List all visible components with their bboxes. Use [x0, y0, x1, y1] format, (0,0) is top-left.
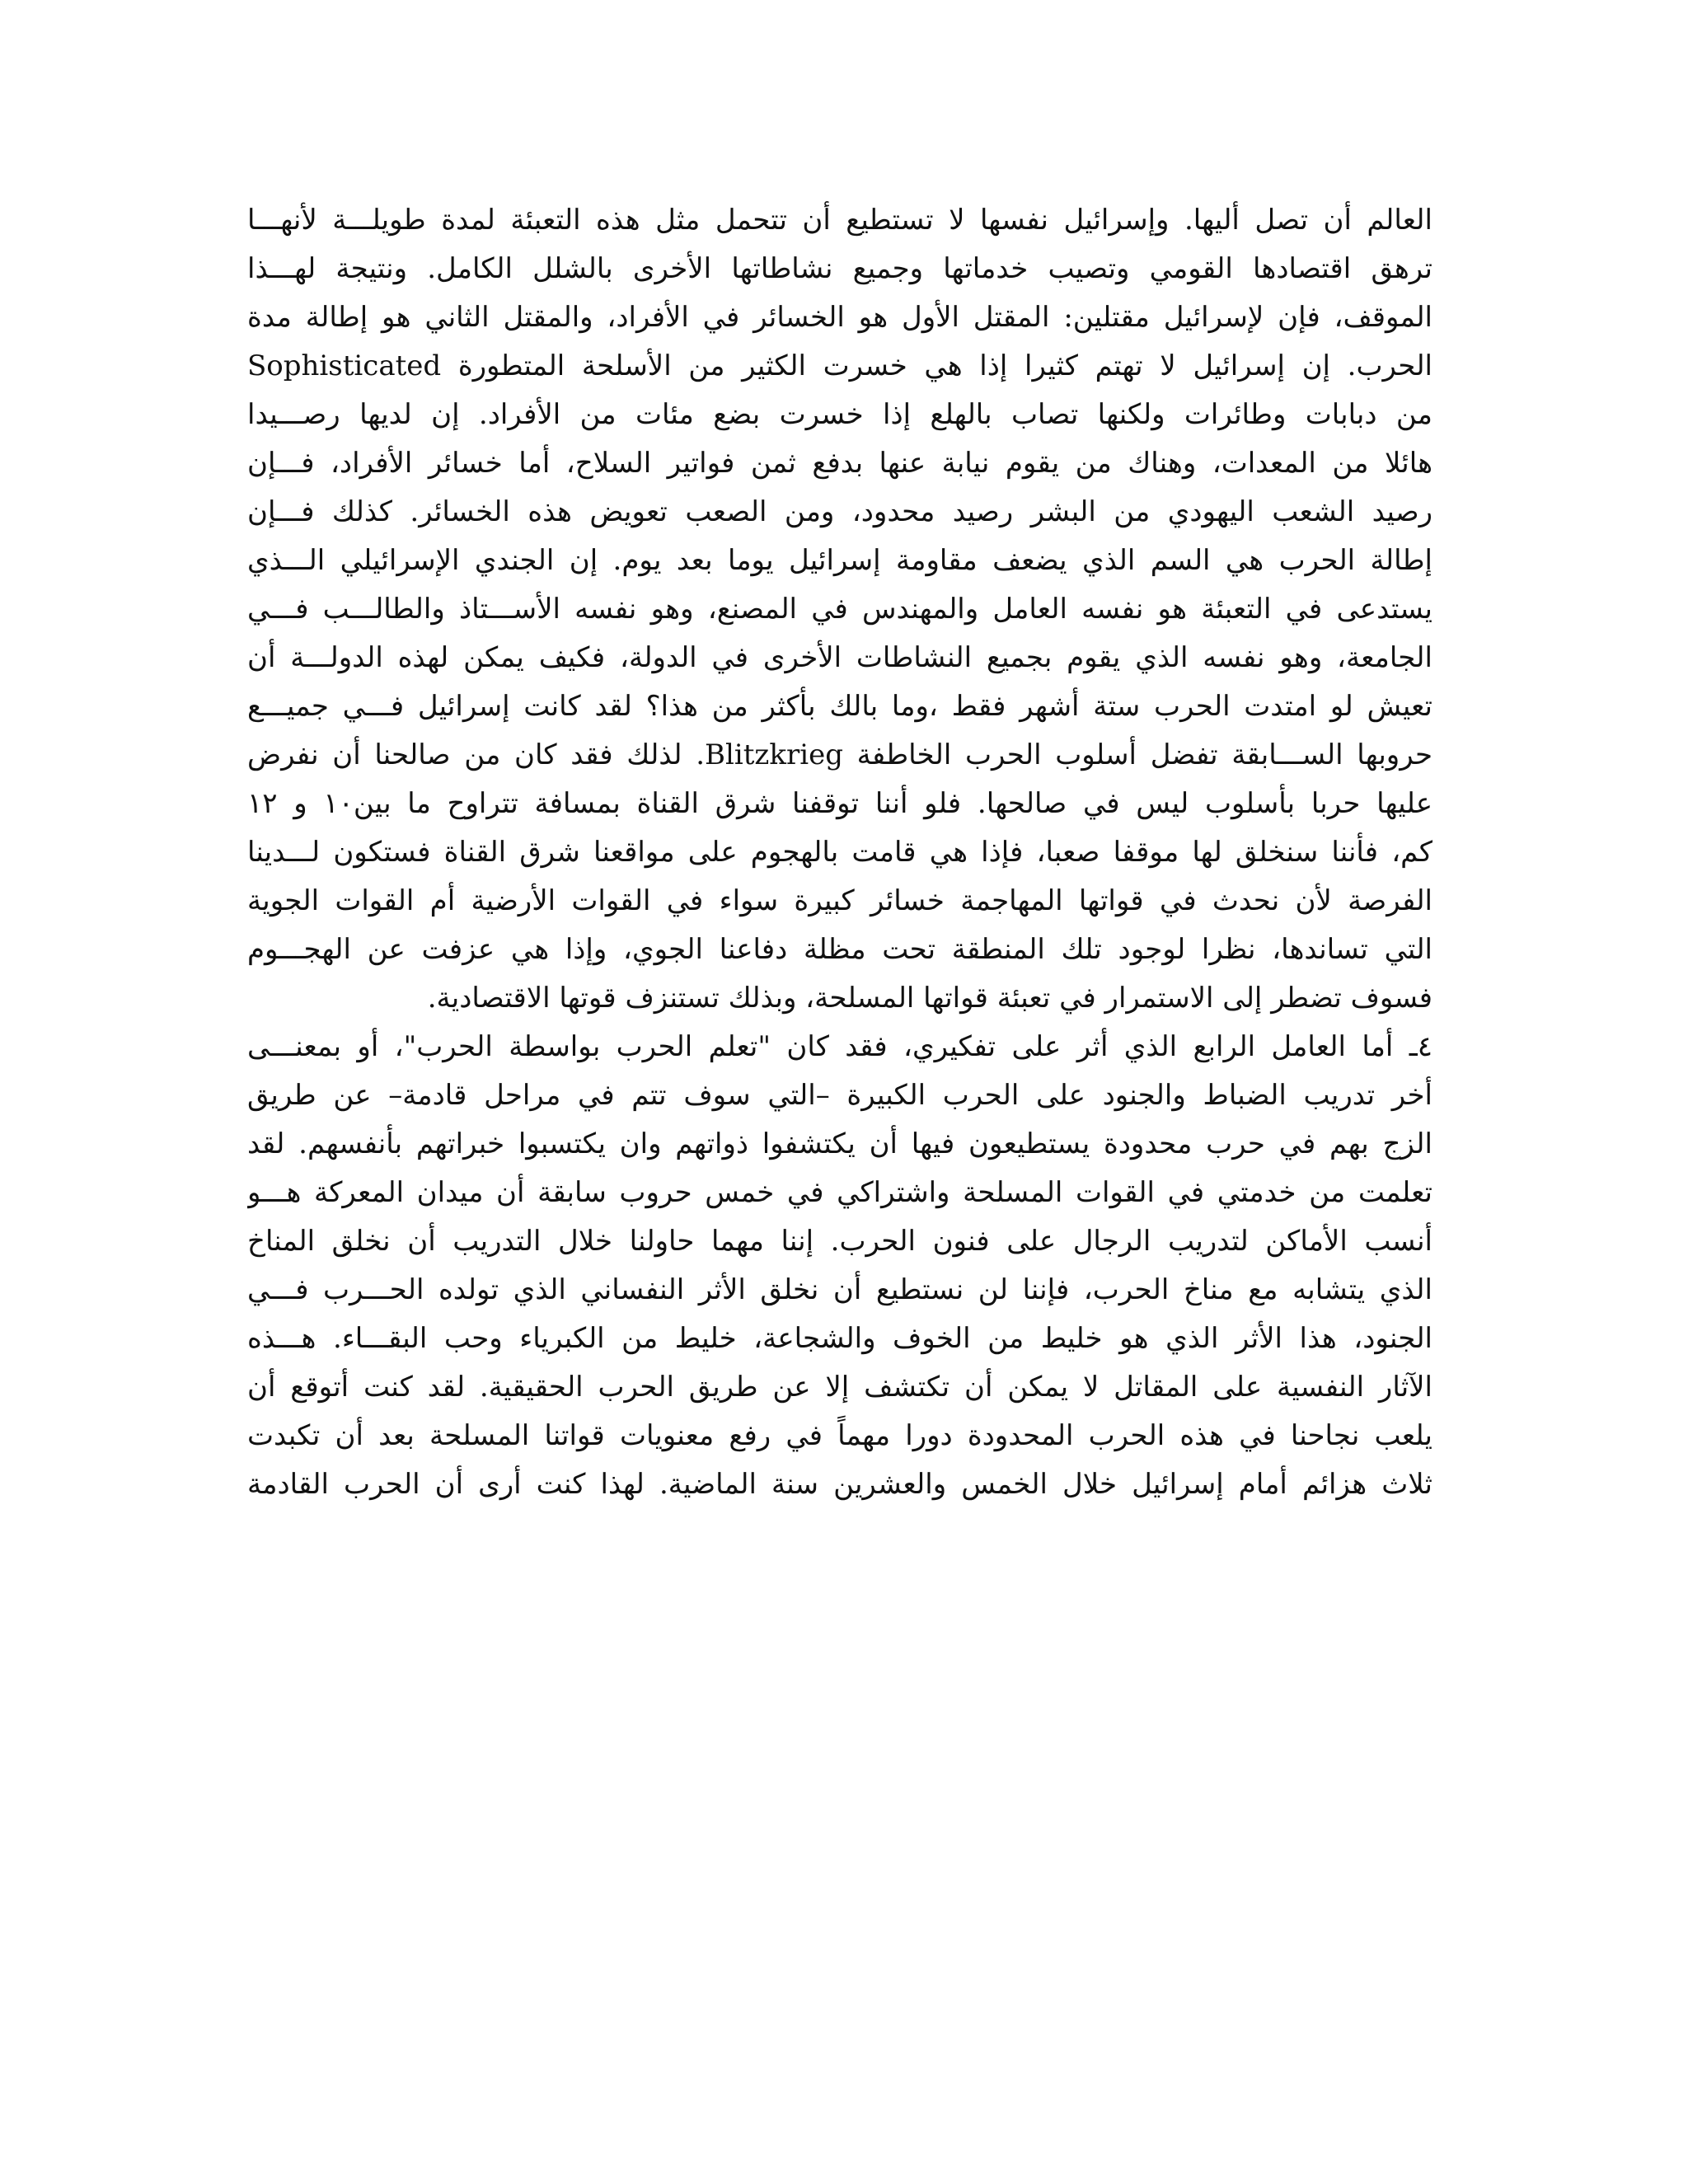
document-page: [247, 196, 1432, 1509]
text-line: هائلا من المعدات، وهناك من يقوم نيابة عنها بدفع ثمن فواتير السلاح، أما خسائر الأفراد، فـــإن: [247, 447, 1432, 480]
text-line: الفرصة لأن نحدث في قواتها المهاجمة خسائر كبيرة سواء في القوات الأرضية أم القوات الجوية: [247, 884, 1432, 917]
text-line: الذي يتشابه مع مناخ الحرب، فإننا لن نستطيع أن نخلق الأثر النفساني الذي تولده الحـــرب فـــي: [247, 1273, 1432, 1306]
text-line: الجامعة، وهو نفسه الذي يقوم بجميع النشاطات الأخرى في الدولة، فكيف يمكن لهذه الدولـــة أن: [247, 641, 1432, 674]
text-line: الجنود، هذا الأثر الذي هو خليط من الخوف والشجاعة، خليط من الكبرياء وحب البقـــاء. هـــذه: [247, 1322, 1432, 1355]
text-line: عليها حربا بأسلوب ليس في صالحها. فلو أننا توقفنا شرق القناة بمسافة تتراوح ما بين١٠ و ١٢: [247, 787, 1432, 820]
text-line: إطالة الحرب هي السم الذي يضعف مقاومة إسرائيل يوما بعد يوم. إن الجندي الإسرائيلي الـــذي: [247, 544, 1432, 577]
text-line: الموقف، فإن لإسرائيل مقتلين: المقتل الأول هو الخسائر في الأفراد، والمقتل الثاني هو إطالة مدة: [247, 301, 1432, 334]
text-line: الزج بهم في حرب محدودة يستطيعون فيها أن يكتشفوا ذواتهم وان يكتسبوا خبراتهم بأنفسهم. لقد: [247, 1127, 1432, 1160]
text-line-last: فسوف تضطر إلى الاستمرار في تعبئة قواتها المسلحة، وبذلك تستنزف قوتها الاقتصادية.: [427, 982, 1432, 1015]
text-line: كم، فأننا سنخلق لها موقفا صعبا، فإذا هي قامت بالهجوم على مواقعنا شرق القناة فستكون لـــدينا: [247, 836, 1432, 869]
text-line: أنسب الأماكن لتدريب الرجال على فنون الحرب. إننا مهما حاولنا خلال التدريب أن نخلق المناخ: [247, 1225, 1432, 1258]
text-line: أخر تدريب الضباط والجنود على الحرب الكبيرة –التي سوف تتم في مراحل قادمة– عن طريق: [247, 1079, 1432, 1112]
text-line: تعلمت من خدمتي في القوات المسلحة واشتراكي في خمس حروب سابقة أن ميدان المعركة هـــو: [247, 1176, 1432, 1209]
text-line: العالم أن تصل أليها. وإسرائيل نفسها لا تستطيع أن تتحمل مثل هذه التعبئة لمدة طويلـــة لأنهـــا: [247, 204, 1432, 237]
text-line: من دبابات وطائرات ولكنها تصاب بالهلع إذا خسرت بضع مئات من الأفراد. إن لديها رصـــيدا: [247, 398, 1432, 431]
paragraph-2: [247, 1023, 1432, 1509]
text-line: حروبها الســـابقة تفضل أسلوب الحرب الخاطفة Blitzkrieg. لذلك فقد كان من صالحنا أن نفرض: [247, 738, 1432, 771]
text-line: ٤ـ أما العامل الرابع الذي أثر على تفكيري، فقد كان "تعلم الحرب بواسطة الحرب"، أو بمعنـــى: [247, 1030, 1432, 1063]
paragraph-1: [247, 196, 1432, 1023]
text-line: ثلاث هزائم أمام إسرائيل خلال الخمس والعشرين سنة الماضية. لهذا كنت أرى أن الحرب القادمة: [247, 1468, 1432, 1501]
text-line: يلعب نجاحنا في هذه الحرب المحدودة دورا مهماً في رفع معنويات قواتنا المسلحة بعد أن تكبدت: [247, 1419, 1432, 1452]
text-line: ترهق اقتصادها القومي وتصيب خدماتها وجميع نشاطاتها الأخرى بالشلل الكامل. ونتيجة لهـــذا: [247, 252, 1432, 285]
text-line: الآثار النفسية على المقاتل لا يمكن أن تكتشف إلا عن طريق الحرب الحقيقية. لقد كنت أتوقع أن: [247, 1371, 1432, 1404]
text-line: الحرب. إن إسرائيل لا تهتم كثيرا إذا هي خسرت الكثير من الأسلحة المتطورة Sophisticated: [247, 349, 1432, 382]
text-line: يستدعى في التعبئة هو نفسه العامل والمهندس في المصنع، وهو نفسه الأســـتاذ والطالـــب فـــي: [247, 593, 1432, 626]
text-line: تعيش لو امتدت الحرب ستة أشهر فقط ،وما بالك بأكثر من هذا؟ لقد كانت إسرائيل فـــي جميـــع: [247, 690, 1432, 723]
text-line: رصيد الشعب اليهودي من البشر رصيد محدود، ومن الصعب تعويض هذه الخسائر. كذلك فـــإن: [247, 495, 1432, 528]
text-line: التي تساندها، نظرا لوجود تلك المنطقة تحت مظلة دفاعنا الجوي، وإذا هي عزفت عن الهجـــوم: [247, 933, 1432, 966]
